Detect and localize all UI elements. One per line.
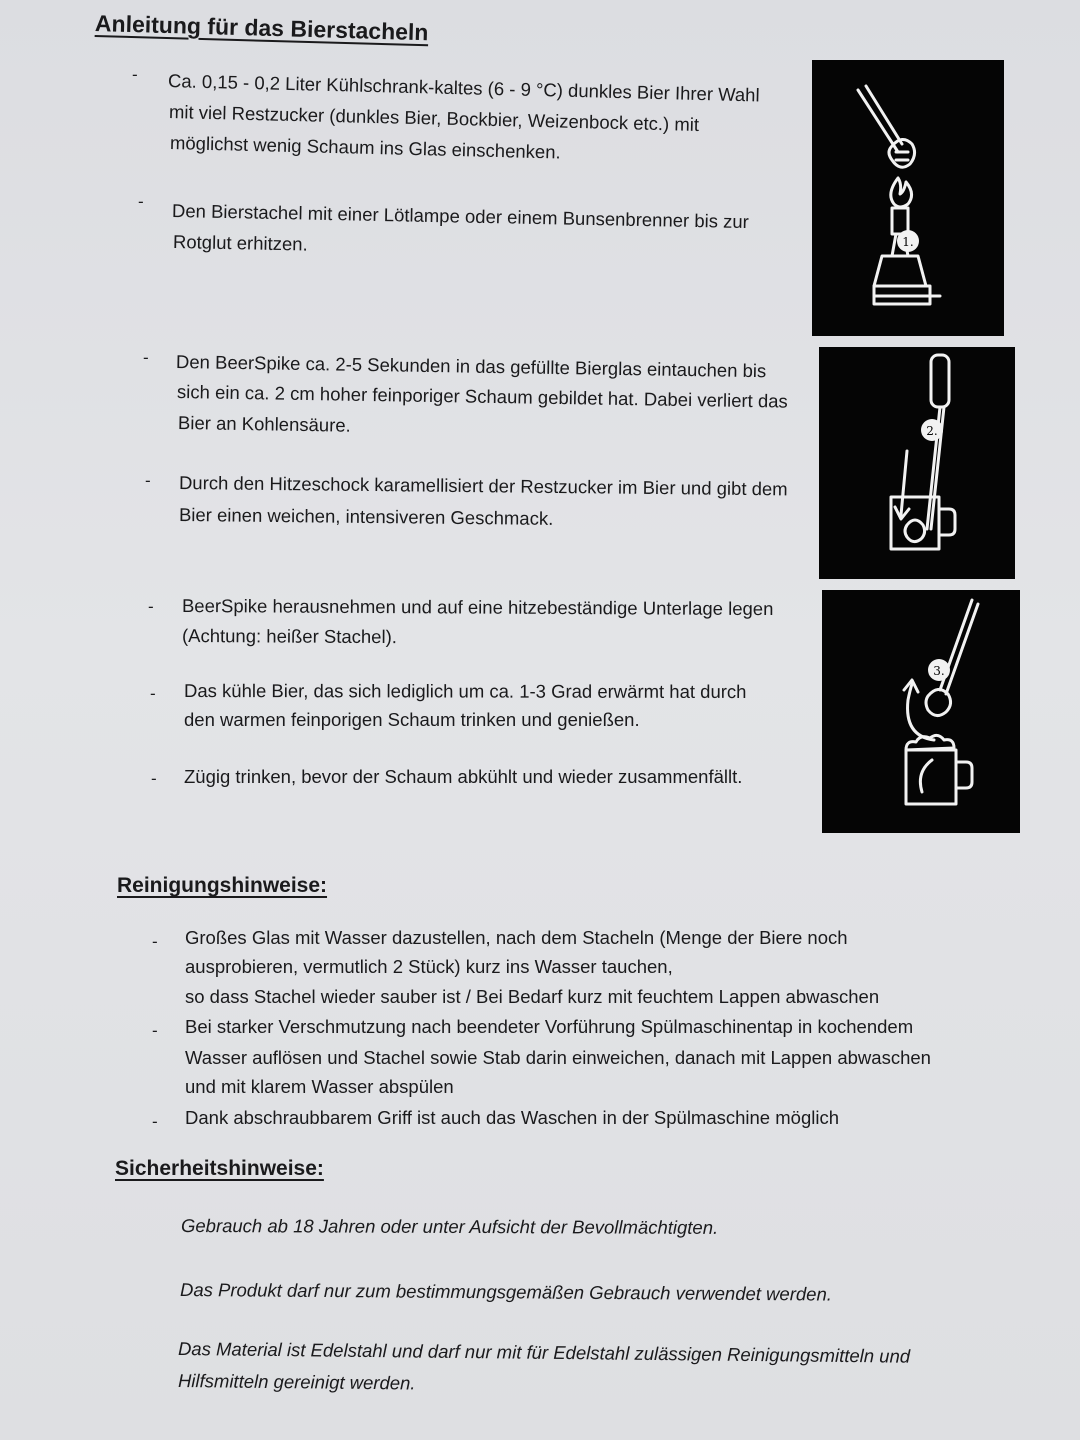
instruction-line: Bier an Kohlensäure. bbox=[177, 412, 351, 436]
step-number: 2. bbox=[926, 424, 938, 438]
cleaning-line: Dank abschraubbarem Griff ist auch das Waschen in der Spülmaschine möglich bbox=[185, 1107, 839, 1128]
illustration-removing bbox=[822, 590, 1020, 833]
instruction-line: BeerSpike herausnehmen und auf eine hitzebeständige Unterlage legen bbox=[181, 595, 774, 620]
safety-note: Das Produkt darf nur zum bestimmungsgemäßen Gebrauch verwendet werden. bbox=[179, 1279, 833, 1305]
instruction-line: (Achtung: heißer Stachel). bbox=[181, 625, 397, 648]
safety-note: Das Material ist Edelstahl und darf nur mit für Edelstahl zulässigen Reinigungsmitteln und bbox=[177, 1338, 911, 1367]
safety-heading: Sicherheitshinweise: bbox=[115, 1157, 324, 1180]
instruction-line: Das kühle Bier, das sich lediglich um ca. 1-3 Grad erwärmt hat durch bbox=[183, 680, 747, 702]
cleaning-line: Bei starker Verschmutzung nach beendeter Vorführung Spülmaschinentap in kochendem bbox=[185, 1016, 914, 1037]
list-dash: - bbox=[152, 1021, 158, 1040]
document-title: Anleitung für das Bierstacheln bbox=[94, 10, 429, 46]
step-number: 3. bbox=[933, 664, 945, 678]
instruction-line: sich ein ca. 2 cm hoher feinporiger Schaum gebildet hat. Dabei verliert das bbox=[176, 381, 788, 412]
cleaning-line: so dass Stachel wieder sauber ist / Bei Bedarf kurz mit feuchtem Lappen abwaschen bbox=[185, 986, 880, 1007]
cleaning-line: Wasser auflösen und Stachel sowie Stab darin einweichen, danach mit Lappen abwaschen bbox=[185, 1047, 931, 1068]
list-dash: - bbox=[150, 684, 156, 703]
cleaning-line: Großes Glas mit Wasser dazustellen, nach dem Stacheln (Menge der Biere noch bbox=[185, 927, 848, 948]
illustration-dipping bbox=[819, 347, 1015, 579]
cleaning-heading: Reinigungshinweise: bbox=[117, 874, 328, 897]
safety-note: Hilfsmitteln gereinigt werden. bbox=[177, 1370, 416, 1394]
spike-removing-icon bbox=[822, 590, 1020, 833]
list-dash: - bbox=[151, 769, 157, 788]
instruction-line: Den BeerSpike ca. 2-5 Sekunden in das gefüllte Bierglas eintauchen bis bbox=[175, 351, 767, 382]
instruction-line: Ca. 0,15 - 0,2 Liter Kühlschrank-kaltes (6 - 9 °C) dunkles Bier Ihrer Wahl bbox=[167, 70, 760, 106]
list-dash: - bbox=[152, 1112, 158, 1131]
instruction-line: den warmen feinporigen Schaum trinken und genießen. bbox=[184, 709, 640, 730]
list-dash: - bbox=[152, 932, 158, 951]
list-dash: - bbox=[145, 471, 151, 490]
spike-dipping-icon bbox=[819, 347, 1015, 579]
list-dash: - bbox=[143, 348, 149, 367]
list-dash: - bbox=[132, 65, 138, 84]
instruction-line: Zügig trinken, bevor der Schaum abkühlt und wieder zusammenfällt. bbox=[184, 766, 743, 787]
instruction-line: Rotglut erhitzen. bbox=[172, 231, 308, 255]
list-dash: - bbox=[138, 192, 144, 211]
cleaning-line: ausprobieren, vermutlich 2 Stück) kurz ins Wasser tauchen, bbox=[185, 956, 673, 977]
instruction-line: Durch den Hitzeschock karamellisiert der Restzucker im Bier und gibt dem bbox=[178, 472, 788, 500]
list-dash: - bbox=[148, 597, 154, 616]
instruction-line: Den Bierstachel mit einer Lötlampe oder einem Bunsenbrenner bis zur bbox=[171, 200, 750, 233]
instruction-line: möglichst wenig Schaum ins Glas einschenken. bbox=[169, 132, 561, 163]
illustration-heating bbox=[812, 60, 1004, 336]
burner-heating-icon bbox=[812, 60, 1004, 336]
step-number: 1. bbox=[902, 235, 914, 249]
safety-note: Gebrauch ab 18 Jahren oder unter Aufsicht der Bevollmächtigten. bbox=[180, 1215, 719, 1238]
instruction-line: mit viel Restzucker (dunkles Bier, Bockbier, Weizenbock etc.) mit bbox=[168, 101, 700, 135]
instruction-line: Bier einen weichen, intensiveren Geschmack. bbox=[178, 504, 554, 529]
cleaning-line: und mit klarem Wasser abspülen bbox=[185, 1076, 454, 1097]
